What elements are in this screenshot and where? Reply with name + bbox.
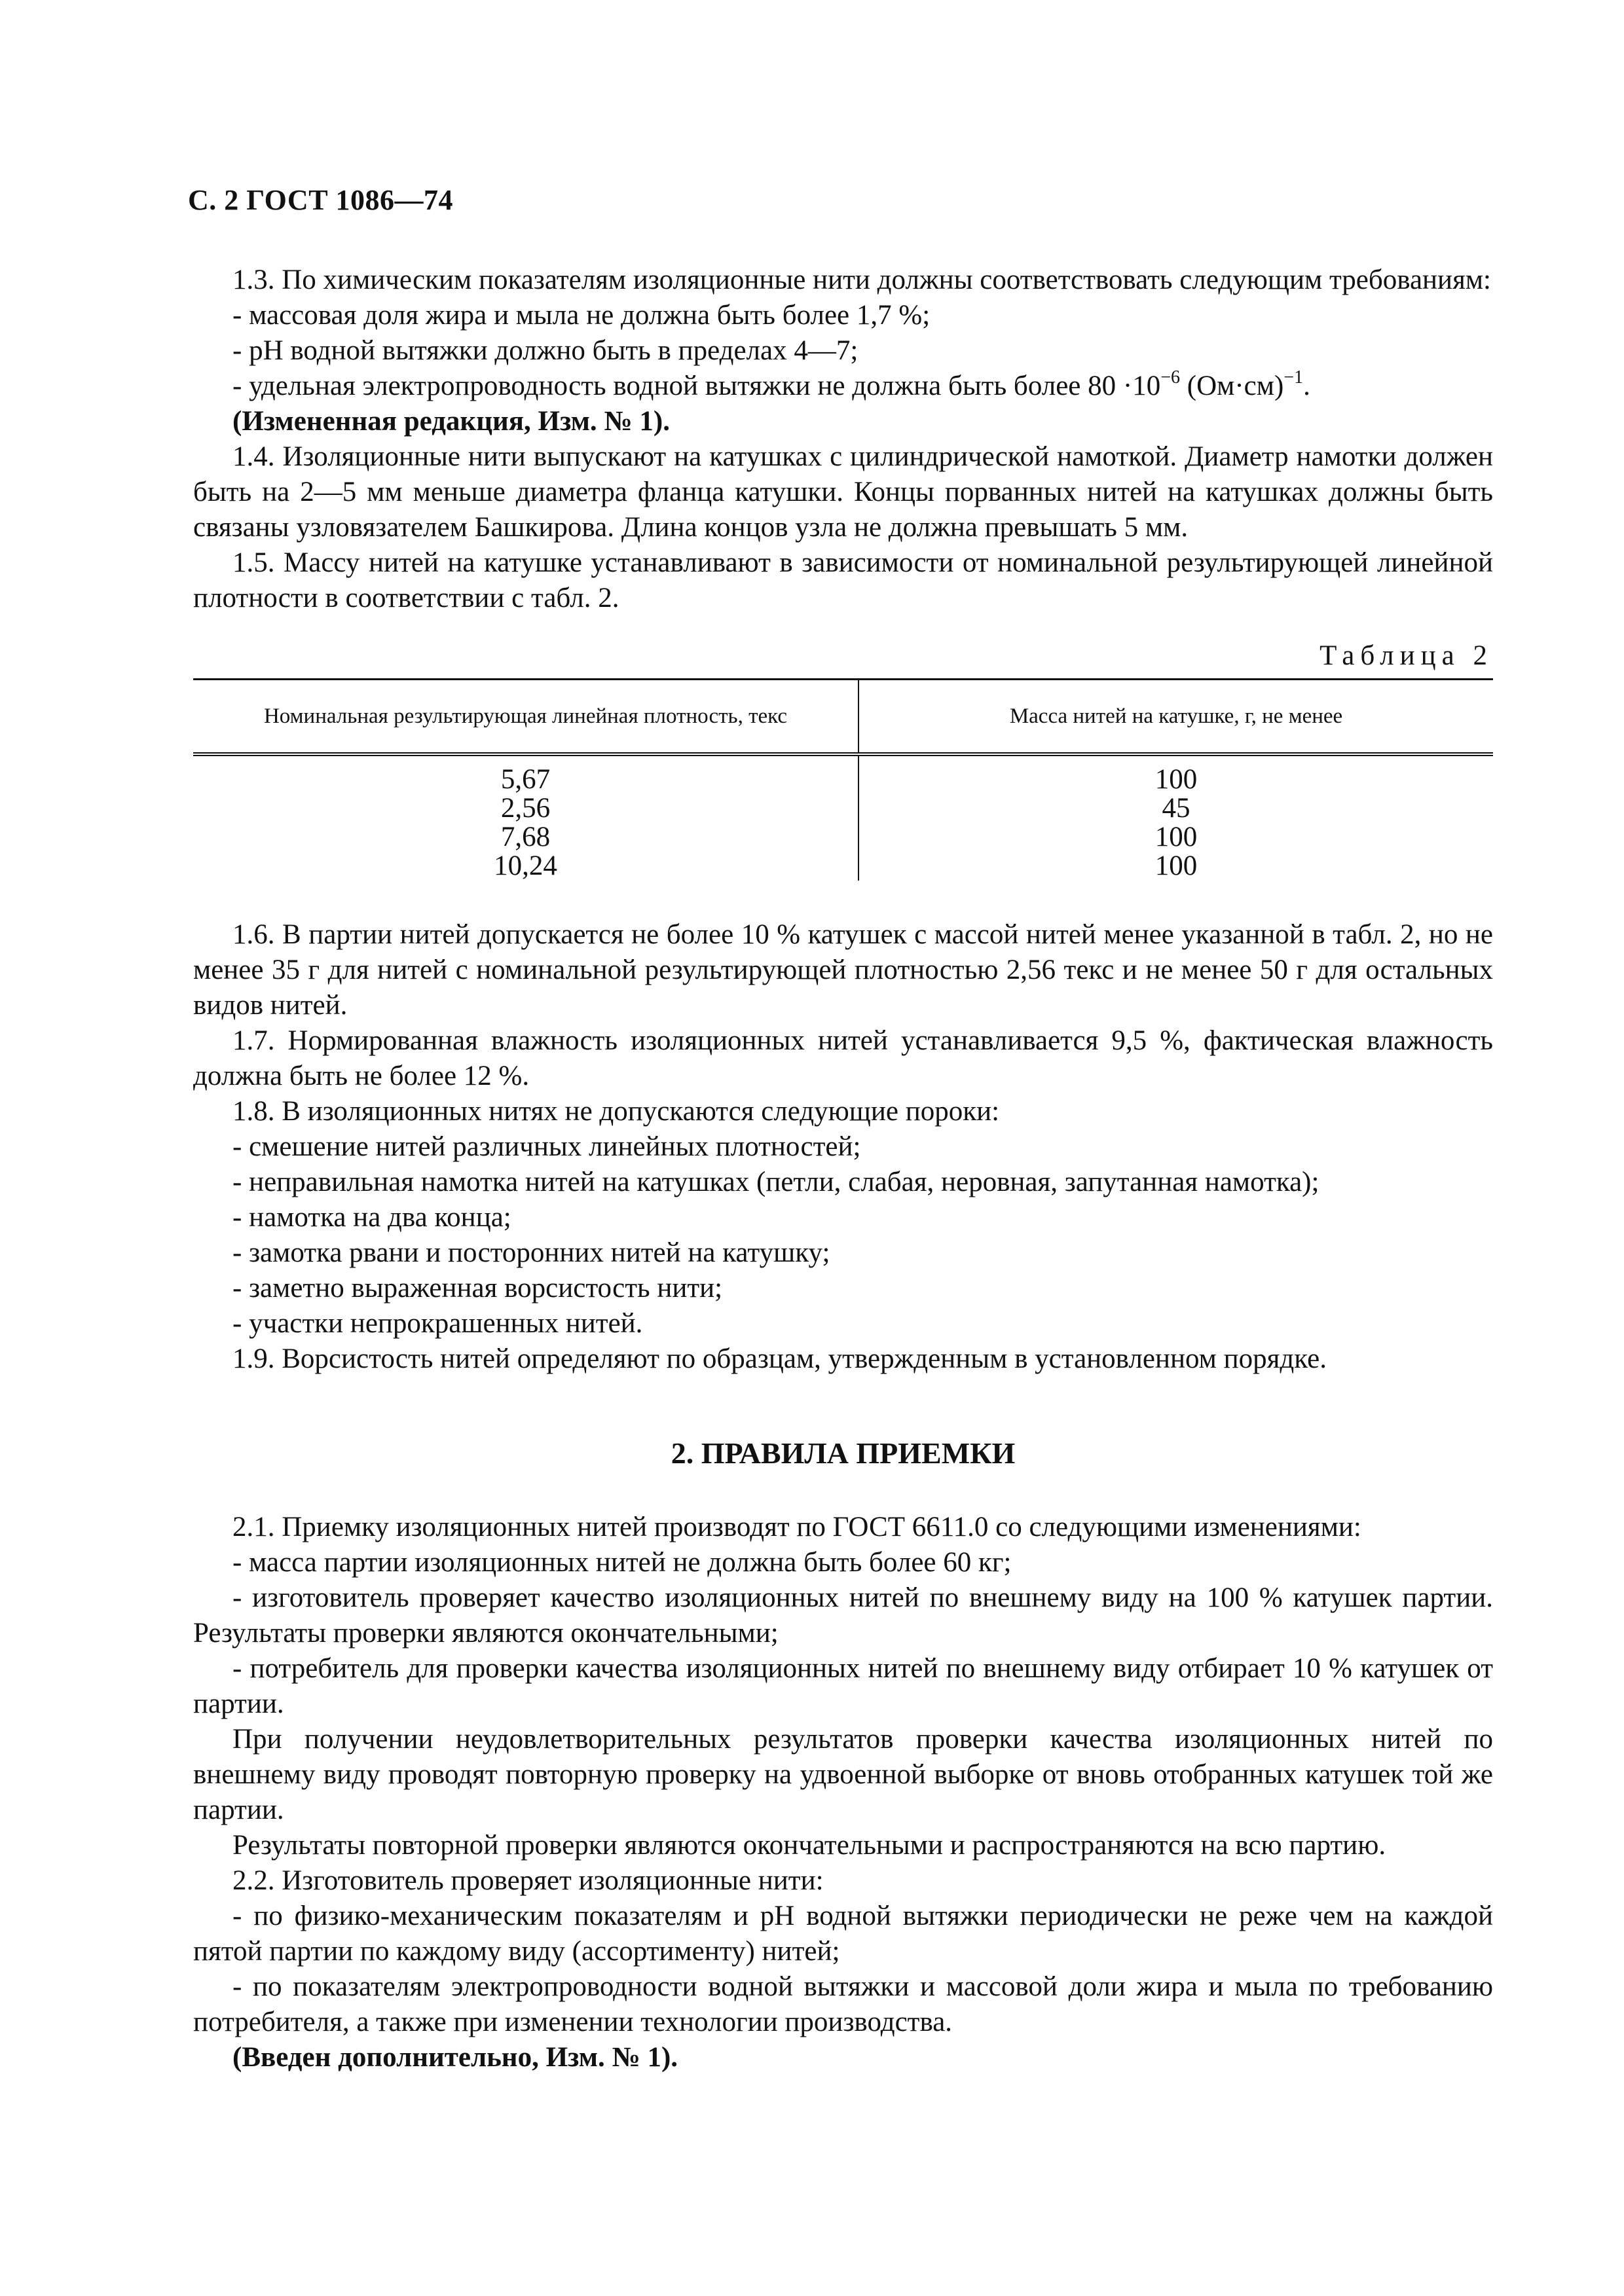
clause-1-8-item: - неправильная намотка нитей на катушках (петли, слабая, неровная, запутанная намотка); xyxy=(232,1167,1320,1197)
table-cell: 100 xyxy=(1154,764,1198,795)
table-cell: 2,56 xyxy=(193,794,858,823)
clause-1-4: 1.4. Изоляционные нити выпускают на катушках с цилиндрической намоткой. Диаметр намотки должен быть на 2—5 мм меньше диаметра фланца катушки. Концы порванных нитей на катушках должны быть связаны узловязателем Башкирова. Длина концов узла не должна превышать 5 мм. xyxy=(193,441,1493,543)
clause-1-5: 1.5. Массу нитей на катушке устанавливают в зависимости от номинальной результирующей линейной плотности в соответствии с табл. 2. xyxy=(193,547,1493,613)
page-header: С. 2 ГОСТ 1086—74 xyxy=(188,184,454,216)
table-row xyxy=(193,852,1493,881)
table-cell: 5,67 xyxy=(193,754,858,794)
clause-2-2-item: - по показателям электропроводности водной вытяжки и массовой доли жира и мыла по требованию потребителя, а также при изменении технологии производства. xyxy=(193,1971,1493,2037)
amendment-note: (Введен дополнительно, Изм. № 1). xyxy=(232,2042,678,2073)
clause-2-1-item: - потребитель для проверки качества изоляционных нитей по внешнему виду отбирает 10 % катушек от партии. xyxy=(193,1653,1493,1719)
clause-1-3: 1.3. По химическим показателям изоляционные нити должны соответствовать следующим требованиям: xyxy=(232,264,1492,295)
clause-1-3-item: - массовая доля жира и мыла не должна быть более 1,7 %; xyxy=(232,300,931,331)
item-text: - удельная электропроводность водной вытяжки не должна быть более 80 ·10 xyxy=(232,371,1161,401)
unit-text: (Ом·см) xyxy=(1180,371,1284,401)
clause-1-6: 1.6. В партии нитей допускается не более 10 % катушек с массой нитей менее указанной в табл. 2, но не менее 35 г для нитей с номинальной результирующей плотностью 2,56 текс и не менее 50 г для остальных видов нитей. xyxy=(193,919,1493,1021)
table-cell: 45 xyxy=(1162,793,1190,824)
clause-1-7: 1.7. Нормированная влажность изоляционных нитей устанавливается 9,5 %, фактическая влажность должна быть не более 12 %. xyxy=(193,1025,1493,1091)
clause-2-1-item: - масса партии изоляционных нитей не должна быть более 60 кг; xyxy=(232,1547,1012,1578)
table-row xyxy=(193,794,1493,823)
document-page xyxy=(188,183,1493,2075)
table-header-row xyxy=(193,680,1493,755)
table-caption: Таблица 2 xyxy=(1320,640,1493,671)
clause-2-1-paragraph: При получении неудовлетворительных результатов проверки качества изоляционных нитей по внешнему виду проводят повторную проверку на удвоенной выборке от вновь отобранных катушек той же партии. xyxy=(193,1724,1493,1825)
table-row xyxy=(193,823,1493,852)
section-title: 2. ПРАВИЛА ПРИЕМКИ xyxy=(671,1436,1016,1470)
clause-1-8-item: - заметно выраженная ворсистость нити; xyxy=(232,1273,723,1303)
column-header: Масса нитей на катушке, г, не менее xyxy=(858,680,1493,755)
table-cell: 10,24 xyxy=(193,852,858,881)
period: . xyxy=(1303,371,1310,401)
clause-2-1-paragraph: Результаты повторной проверки являются окончательными и распространяются на всю партию. xyxy=(232,1830,1386,1861)
clause-1-3-item xyxy=(193,369,1493,404)
table-row xyxy=(193,754,1493,794)
clause-1-8: 1.8. В изоляционных нитях не допускаются следующие пороки: xyxy=(232,1096,1000,1127)
exponent: −6 xyxy=(1160,367,1180,388)
clause-2-2: 2.2. Изготовитель проверяет изоляционные нити: xyxy=(232,1865,824,1896)
clause-2-2-item: - по физико-механическим показателям и pH водной вытяжки периодически не реже чем на каждой пятой партии по каждому виду (ассортименту) нитей; xyxy=(193,1901,1493,1967)
table-cell: 7,68 xyxy=(193,823,858,852)
column-header: Номинальная результирующая линейная плотность, текс xyxy=(193,680,858,755)
clause-1-8-item: - замотка рвани и посторонних нитей на катушку; xyxy=(232,1237,830,1268)
clause-1-3-item: - pH водной вытяжки должно быть в пределах 4—7; xyxy=(232,335,858,366)
table-2 xyxy=(193,678,1493,881)
table-cell: 100 xyxy=(1154,850,1198,881)
clause-1-8-item: - участки непрокрашенных нитей. xyxy=(232,1308,643,1339)
exponent: −1 xyxy=(1283,367,1304,388)
clause-1-9: 1.9. Ворсистость нитей определяют по образцам, утвержденным в установленном порядке. xyxy=(232,1343,1327,1374)
clause-2-1: 2.1. Приемку изоляционных нитей производят по ГОСТ 6611.0 со следующими изменениями: xyxy=(232,1512,1361,1542)
clause-1-8-item: - смешение нитей различных линейных плотностей; xyxy=(232,1131,861,1162)
clause-2-1-item: - изготовитель проверяет качество изоляционных нитей по внешнему виду на 100 % катушек партии. Результаты проверки являются окончательными; xyxy=(193,1582,1493,1649)
amendment-note: (Измененная редакция, Изм. № 1). xyxy=(232,406,670,437)
clause-1-8-item: - намотка на два конца; xyxy=(232,1202,511,1233)
table-cell: 100 xyxy=(1154,822,1198,852)
